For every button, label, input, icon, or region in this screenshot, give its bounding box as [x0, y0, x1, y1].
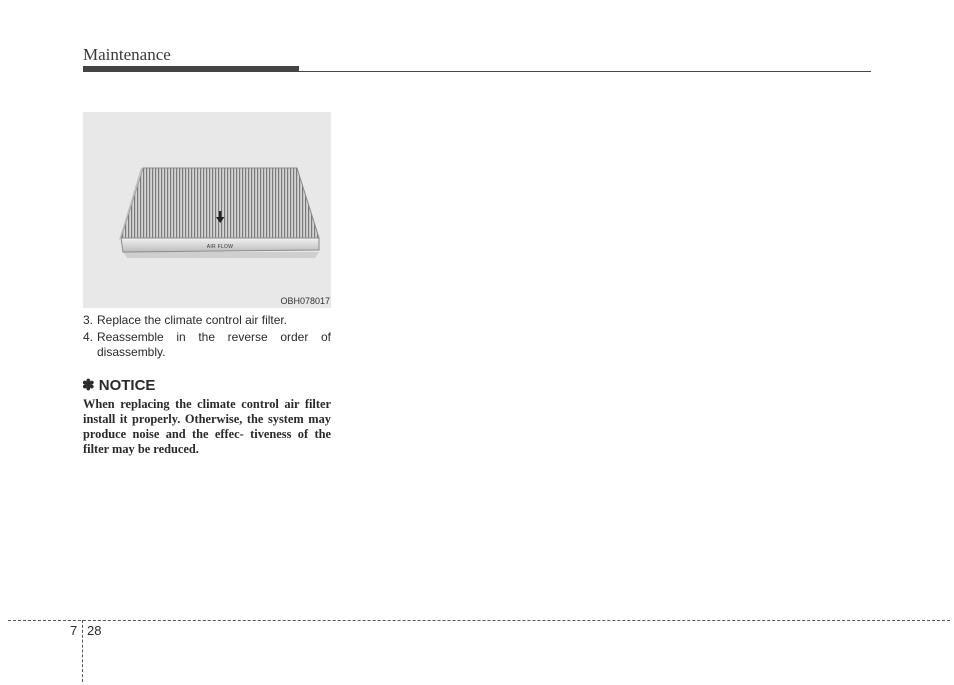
header-rule-thick: [83, 66, 299, 72]
page-number: 28: [87, 623, 102, 638]
notice-heading: [82, 377, 155, 395]
air-filter-illustration: [83, 112, 331, 308]
notice-body: When replacing the climate control air filter install it properly. Otherwise, the system may produce noise and the effec- tiveness of the filter may be reduced.: [83, 397, 331, 456]
step-number: 3.: [83, 313, 94, 327]
footer-vertical-divider: [82, 620, 83, 682]
notice-symbol-icon: ✽: [82, 377, 95, 394]
notice-heading-text: NOTICE: [98, 377, 156, 394]
step-text: Replace the climate control air filter.: [97, 313, 288, 327]
air-filter-figure: [83, 112, 331, 308]
step-item: [83, 313, 331, 328]
chapter-number: 7: [70, 623, 78, 638]
step-number: 4.: [83, 330, 94, 344]
step-text: Reassemble in the reverse order of disassembly.: [97, 330, 331, 359]
section-title: Maintenance: [83, 45, 171, 64]
step-list: [83, 313, 331, 362]
header-rule-thin: [299, 71, 871, 72]
step-item: [83, 330, 331, 360]
footer-divider: [8, 620, 950, 621]
airflow-label: AIR FLOW: [206, 244, 234, 250]
figure-code: OBH078017: [280, 296, 330, 306]
